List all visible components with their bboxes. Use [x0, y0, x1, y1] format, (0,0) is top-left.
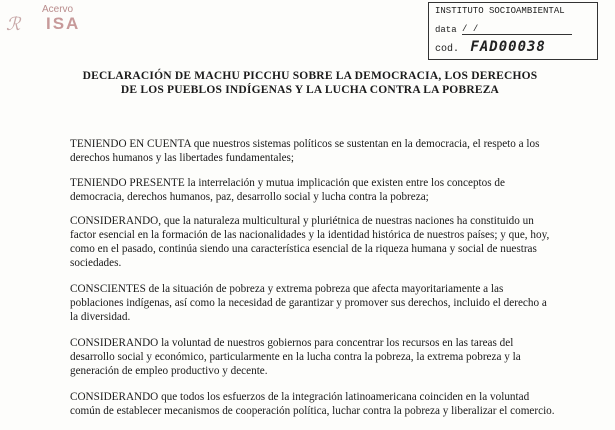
document-title [60, 69, 560, 97]
paragraph-text: la interrelación y mutua implicación que existen entre los conceptos de democracia, derechos humanos, paz, desarrollo social y lucha contra la pobreza; [70, 177, 505, 203]
title-line-1: DECLARACIÓN DE MACHU PICCHU SOBRE LA DEMOCRACIA, LOS DERECHOS [82, 70, 538, 82]
paragraph-lead: CONSIDERANDO [70, 337, 159, 349]
paragraph-lead: CONSIDERANDO, [70, 215, 162, 227]
logo-swirl: ℛ [6, 14, 20, 35]
paragraph-text: que la naturaleza multicultural y pluriétnica de nuestras naciones ha constituido un factor esencial en la formación de las nacionalidades y la identidad histórica de nuestros países; y que, hoy, como en el pasado, continúa siendo una característica esencial de la riqueza humana y social de nuestras sociedades. [70, 215, 550, 269]
paragraph-text: que todos los esfuerzos de la integración latinoamericana coinciden en la voluntad común de establecer mecanismos de cooperación política, luchar contra la pobreza y liberalizar el comercio. [70, 391, 555, 417]
paragraph [70, 214, 555, 270]
stamp-date-row [435, 24, 572, 35]
paragraph-lead: CONSCIENTES [70, 283, 146, 295]
paragraph-lead: CONSIDERANDO [70, 391, 159, 403]
paragraph [70, 282, 555, 324]
acervo-isa-logo [6, 4, 84, 34]
stamp-code-label: cod. [435, 44, 460, 55]
stamp-code-value: FAD00038 [470, 39, 546, 55]
paragraph [70, 336, 555, 378]
archive-stamp [428, 2, 598, 60]
paragraph-text: la voluntad de nuestros gobiernos para concentrar los recursos en las tareas del desarrollo social y económico, particularmente en la lucha contra la pobreza, la extrema pobreza y la generación de empleo productivo y decente. [70, 337, 521, 377]
paragraph [70, 137, 555, 165]
paragraph [70, 176, 555, 204]
stamp-date-label: data [435, 25, 457, 35]
title-line-2: DE LOS PUEBLOS INDÍGENAS Y LA LUCHA CONTRA LA POBREZA [120, 84, 500, 96]
logo-isa-text: ISA [46, 14, 81, 33]
paragraph-text: de la situación de pobreza y extrema pobreza que afecta mayoritariamente a las poblaciones indígenas, así como la necesidad de garantizar y promover sus derechos, incluido el derecho a la diversidad. [70, 283, 547, 323]
logo-acervo-text: Acervo [42, 4, 74, 15]
paragraph-lead: TENIENDO EN CUENTA [70, 138, 191, 150]
paragraph-lead: TENIENDO PRESENTE [70, 177, 185, 189]
paragraph-text: que nuestros sistemas políticos se sustentan en la democracia, el respeto a los derechos humanos y las libertades fundamentales; [70, 138, 540, 164]
stamp-code-row [435, 39, 546, 55]
stamp-institution: INSTITUTO SOCIOAMBIENTAL [435, 6, 565, 16]
paragraph [70, 390, 555, 418]
stamp-date-value: / / [462, 24, 572, 35]
